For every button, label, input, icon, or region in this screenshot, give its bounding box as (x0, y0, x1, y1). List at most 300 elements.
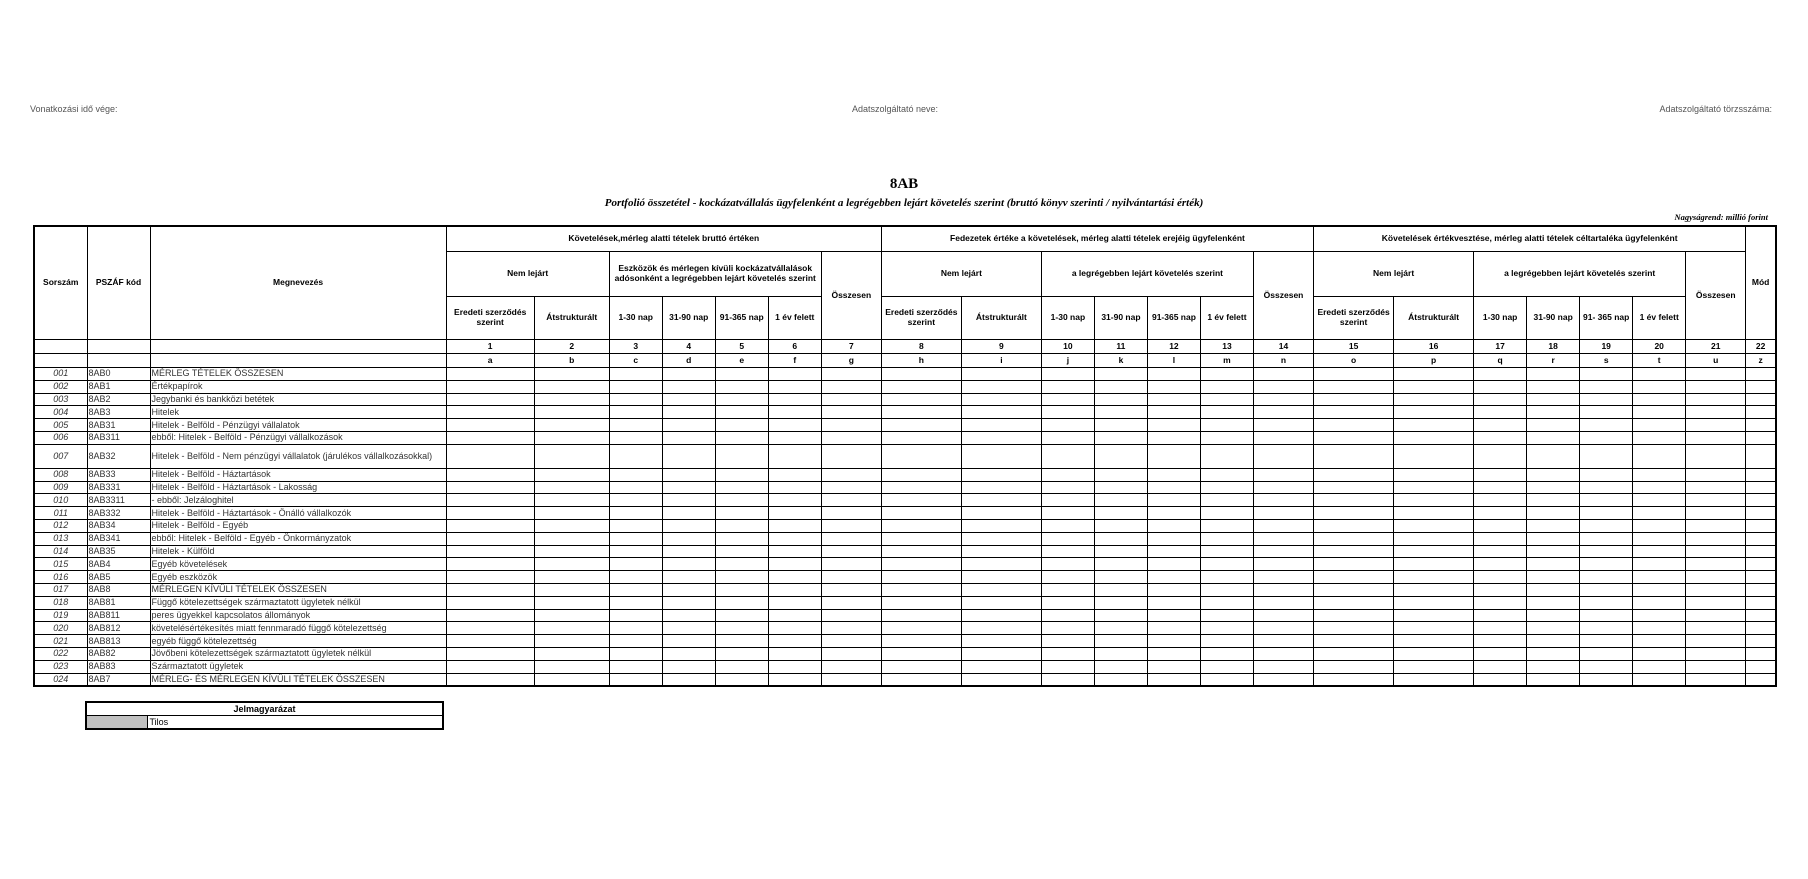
data-cell[interactable] (1314, 647, 1394, 660)
data-cell[interactable] (1314, 596, 1394, 609)
data-cell[interactable] (821, 444, 881, 468)
data-cell[interactable] (534, 507, 609, 520)
data-cell[interactable] (768, 596, 821, 609)
data-cell[interactable] (821, 481, 881, 494)
data-cell[interactable] (1633, 393, 1686, 406)
data-cell[interactable] (1394, 583, 1474, 596)
data-cell[interactable] (1633, 481, 1686, 494)
data-cell[interactable] (821, 647, 881, 660)
data-cell[interactable] (1527, 368, 1580, 381)
data-cell[interactable] (1094, 622, 1147, 635)
data-cell[interactable] (715, 419, 768, 432)
data-cell[interactable] (534, 545, 609, 558)
data-cell[interactable] (1200, 622, 1253, 635)
data-cell[interactable] (1253, 468, 1313, 481)
data-cell[interactable] (961, 519, 1041, 532)
data-cell[interactable] (1200, 431, 1253, 444)
data-cell[interactable] (1633, 673, 1686, 686)
data-cell[interactable] (1394, 380, 1474, 393)
data-cell[interactable] (1041, 647, 1094, 660)
data-cell[interactable] (1094, 481, 1147, 494)
data-cell[interactable] (534, 622, 609, 635)
data-cell[interactable] (446, 393, 534, 406)
data-cell[interactable] (1147, 494, 1200, 507)
data-cell[interactable] (715, 545, 768, 558)
data-cell[interactable] (1094, 380, 1147, 393)
data-cell[interactable] (1474, 532, 1527, 545)
data-cell[interactable] (1474, 468, 1527, 481)
data-cell[interactable] (1094, 596, 1147, 609)
data-cell[interactable] (1580, 635, 1633, 648)
data-cell[interactable] (1527, 431, 1580, 444)
data-cell[interactable] (1094, 368, 1147, 381)
data-cell[interactable] (768, 660, 821, 673)
data-cell[interactable] (715, 596, 768, 609)
data-cell[interactable] (881, 444, 961, 468)
data-cell[interactable] (821, 368, 881, 381)
data-cell[interactable] (1200, 660, 1253, 673)
data-cell[interactable] (446, 673, 534, 686)
data-cell[interactable] (609, 519, 662, 532)
data-cell[interactable] (821, 507, 881, 520)
data-cell[interactable] (609, 609, 662, 622)
data-cell[interactable] (881, 622, 961, 635)
data-cell[interactable] (1633, 519, 1686, 532)
data-cell[interactable] (662, 468, 715, 481)
data-cell[interactable] (1147, 368, 1200, 381)
data-cell[interactable] (768, 635, 821, 648)
data-cell[interactable] (1686, 368, 1746, 381)
data-cell[interactable] (446, 635, 534, 648)
data-cell[interactable] (1580, 368, 1633, 381)
data-cell[interactable] (715, 571, 768, 584)
data-cell[interactable] (1746, 622, 1776, 635)
data-cell[interactable] (715, 481, 768, 494)
data-cell[interactable] (1633, 545, 1686, 558)
data-cell[interactable] (768, 583, 821, 596)
data-cell[interactable] (1094, 571, 1147, 584)
data-cell[interactable] (1253, 481, 1313, 494)
data-cell[interactable] (446, 519, 534, 532)
data-cell[interactable] (715, 647, 768, 660)
data-cell[interactable] (1314, 468, 1394, 481)
data-cell[interactable] (1394, 609, 1474, 622)
data-cell[interactable] (715, 519, 768, 532)
data-cell[interactable] (1633, 660, 1686, 673)
data-cell[interactable] (1580, 468, 1633, 481)
data-cell[interactable] (881, 380, 961, 393)
data-cell[interactable] (1746, 380, 1776, 393)
data-cell[interactable] (1041, 507, 1094, 520)
data-cell[interactable] (1746, 481, 1776, 494)
data-cell[interactable] (1686, 647, 1746, 660)
data-cell[interactable] (1200, 609, 1253, 622)
data-cell[interactable] (1580, 380, 1633, 393)
data-cell[interactable] (715, 583, 768, 596)
data-cell[interactable] (446, 558, 534, 571)
data-cell[interactable] (881, 406, 961, 419)
data-cell[interactable] (1147, 622, 1200, 635)
data-cell[interactable] (1527, 571, 1580, 584)
data-cell[interactable] (1147, 468, 1200, 481)
data-cell[interactable] (1527, 519, 1580, 532)
data-cell[interactable] (1041, 494, 1094, 507)
data-cell[interactable] (961, 368, 1041, 381)
data-cell[interactable] (1314, 545, 1394, 558)
data-cell[interactable] (1094, 660, 1147, 673)
data-cell[interactable] (821, 545, 881, 558)
data-cell[interactable] (609, 444, 662, 468)
data-cell[interactable] (1041, 406, 1094, 419)
data-cell[interactable] (1474, 406, 1527, 419)
data-cell[interactable] (768, 431, 821, 444)
data-cell[interactable] (446, 468, 534, 481)
data-cell[interactable] (715, 635, 768, 648)
data-cell[interactable] (1314, 507, 1394, 520)
data-cell[interactable] (662, 596, 715, 609)
data-cell[interactable] (1253, 393, 1313, 406)
data-cell[interactable] (1041, 532, 1094, 545)
data-cell[interactable] (534, 494, 609, 507)
data-cell[interactable] (1394, 444, 1474, 468)
data-cell[interactable] (609, 481, 662, 494)
data-cell[interactable] (1746, 368, 1776, 381)
data-cell[interactable] (446, 596, 534, 609)
data-cell[interactable] (821, 609, 881, 622)
data-cell[interactable] (1394, 468, 1474, 481)
data-cell[interactable] (662, 380, 715, 393)
data-cell[interactable] (1394, 558, 1474, 571)
data-cell[interactable] (881, 419, 961, 432)
data-cell[interactable] (881, 468, 961, 481)
data-cell[interactable] (961, 558, 1041, 571)
data-cell[interactable] (1527, 647, 1580, 660)
data-cell[interactable] (961, 545, 1041, 558)
data-cell[interactable] (446, 380, 534, 393)
data-cell[interactable] (1746, 494, 1776, 507)
data-cell[interactable] (821, 406, 881, 419)
data-cell[interactable] (1200, 368, 1253, 381)
data-cell[interactable] (1474, 596, 1527, 609)
data-cell[interactable] (1200, 406, 1253, 419)
data-cell[interactable] (1094, 532, 1147, 545)
data-cell[interactable] (1314, 622, 1394, 635)
data-cell[interactable] (768, 494, 821, 507)
data-cell[interactable] (961, 571, 1041, 584)
data-cell[interactable] (1580, 393, 1633, 406)
data-cell[interactable] (881, 596, 961, 609)
data-cell[interactable] (1633, 558, 1686, 571)
data-cell[interactable] (1474, 673, 1527, 686)
data-cell[interactable] (1041, 468, 1094, 481)
data-cell[interactable] (768, 545, 821, 558)
data-cell[interactable] (662, 673, 715, 686)
data-cell[interactable] (609, 468, 662, 481)
data-cell[interactable] (446, 368, 534, 381)
data-cell[interactable] (609, 380, 662, 393)
data-cell[interactable] (1200, 545, 1253, 558)
data-cell[interactable] (881, 519, 961, 532)
data-cell[interactable] (1527, 380, 1580, 393)
data-cell[interactable] (1253, 444, 1313, 468)
data-cell[interactable] (821, 468, 881, 481)
data-cell[interactable] (821, 519, 881, 532)
data-cell[interactable] (1746, 431, 1776, 444)
data-cell[interactable] (1041, 673, 1094, 686)
data-cell[interactable] (768, 558, 821, 571)
data-cell[interactable] (609, 571, 662, 584)
data-cell[interactable] (1200, 596, 1253, 609)
data-cell[interactable] (961, 635, 1041, 648)
data-cell[interactable] (1253, 545, 1313, 558)
data-cell[interactable] (1094, 406, 1147, 419)
data-cell[interactable] (534, 673, 609, 686)
data-cell[interactable] (446, 481, 534, 494)
data-cell[interactable] (961, 419, 1041, 432)
data-cell[interactable] (1253, 558, 1313, 571)
data-cell[interactable] (609, 368, 662, 381)
data-cell[interactable] (662, 545, 715, 558)
data-cell[interactable] (1253, 532, 1313, 545)
data-cell[interactable] (768, 481, 821, 494)
data-cell[interactable] (534, 596, 609, 609)
data-cell[interactable] (446, 647, 534, 660)
data-cell[interactable] (768, 571, 821, 584)
data-cell[interactable] (1633, 609, 1686, 622)
data-cell[interactable] (881, 393, 961, 406)
data-cell[interactable] (1394, 406, 1474, 419)
data-cell[interactable] (881, 558, 961, 571)
data-cell[interactable] (1580, 622, 1633, 635)
data-cell[interactable] (662, 444, 715, 468)
data-cell[interactable] (1094, 673, 1147, 686)
data-cell[interactable] (1527, 545, 1580, 558)
data-cell[interactable] (1686, 519, 1746, 532)
data-cell[interactable] (1633, 647, 1686, 660)
data-cell[interactable] (1474, 647, 1527, 660)
data-cell[interactable] (715, 609, 768, 622)
data-cell[interactable] (881, 647, 961, 660)
data-cell[interactable] (1253, 571, 1313, 584)
data-cell[interactable] (1527, 673, 1580, 686)
data-cell[interactable] (446, 622, 534, 635)
data-cell[interactable] (1633, 380, 1686, 393)
data-cell[interactable] (1200, 468, 1253, 481)
data-cell[interactable] (1314, 558, 1394, 571)
data-cell[interactable] (1200, 571, 1253, 584)
data-cell[interactable] (662, 660, 715, 673)
data-cell[interactable] (1147, 393, 1200, 406)
data-cell[interactable] (609, 494, 662, 507)
data-cell[interactable] (1394, 532, 1474, 545)
data-cell[interactable] (1147, 609, 1200, 622)
data-cell[interactable] (961, 596, 1041, 609)
data-cell[interactable] (1394, 660, 1474, 673)
data-cell[interactable] (1041, 558, 1094, 571)
data-cell[interactable] (1474, 571, 1527, 584)
data-cell[interactable] (1580, 545, 1633, 558)
data-cell[interactable] (1474, 507, 1527, 520)
data-cell[interactable] (1094, 545, 1147, 558)
data-cell[interactable] (961, 532, 1041, 545)
data-cell[interactable] (1527, 419, 1580, 432)
data-cell[interactable] (1746, 673, 1776, 686)
data-cell[interactable] (1474, 494, 1527, 507)
data-cell[interactable] (1253, 673, 1313, 686)
data-cell[interactable] (961, 406, 1041, 419)
data-cell[interactable] (534, 468, 609, 481)
data-cell[interactable] (1041, 431, 1094, 444)
data-cell[interactable] (1394, 596, 1474, 609)
data-cell[interactable] (961, 494, 1041, 507)
data-cell[interactable] (821, 532, 881, 545)
data-cell[interactable] (534, 419, 609, 432)
data-cell[interactable] (1253, 380, 1313, 393)
data-cell[interactable] (1527, 635, 1580, 648)
data-cell[interactable] (1147, 558, 1200, 571)
data-cell[interactable] (768, 406, 821, 419)
data-cell[interactable] (1686, 583, 1746, 596)
data-cell[interactable] (1746, 571, 1776, 584)
data-cell[interactable] (446, 406, 534, 419)
data-cell[interactable] (715, 368, 768, 381)
data-cell[interactable] (1746, 609, 1776, 622)
data-cell[interactable] (609, 545, 662, 558)
data-cell[interactable] (1633, 583, 1686, 596)
data-cell[interactable] (446, 444, 534, 468)
data-cell[interactable] (1474, 583, 1527, 596)
data-cell[interactable] (1746, 558, 1776, 571)
data-cell[interactable] (1147, 406, 1200, 419)
data-cell[interactable] (1394, 481, 1474, 494)
data-cell[interactable] (961, 507, 1041, 520)
data-cell[interactable] (1041, 596, 1094, 609)
data-cell[interactable] (1474, 393, 1527, 406)
data-cell[interactable] (1580, 673, 1633, 686)
data-cell[interactable] (1580, 406, 1633, 419)
data-cell[interactable] (1094, 444, 1147, 468)
data-cell[interactable] (881, 545, 961, 558)
data-cell[interactable] (1314, 393, 1394, 406)
data-cell[interactable] (1633, 368, 1686, 381)
data-cell[interactable] (609, 635, 662, 648)
data-cell[interactable] (1633, 571, 1686, 584)
data-cell[interactable] (1686, 673, 1746, 686)
data-cell[interactable] (1633, 532, 1686, 545)
data-cell[interactable] (534, 406, 609, 419)
data-cell[interactable] (1094, 647, 1147, 660)
data-cell[interactable] (768, 609, 821, 622)
data-cell[interactable] (1147, 507, 1200, 520)
data-cell[interactable] (1314, 380, 1394, 393)
data-cell[interactable] (961, 444, 1041, 468)
data-cell[interactable] (609, 431, 662, 444)
data-cell[interactable] (1200, 494, 1253, 507)
data-cell[interactable] (1200, 635, 1253, 648)
data-cell[interactable] (1094, 494, 1147, 507)
data-cell[interactable] (881, 635, 961, 648)
data-cell[interactable] (1527, 532, 1580, 545)
data-cell[interactable] (662, 507, 715, 520)
data-cell[interactable] (1094, 583, 1147, 596)
data-cell[interactable] (609, 673, 662, 686)
data-cell[interactable] (715, 660, 768, 673)
data-cell[interactable] (1746, 519, 1776, 532)
data-cell[interactable] (1041, 519, 1094, 532)
data-cell[interactable] (662, 481, 715, 494)
data-cell[interactable] (534, 368, 609, 381)
data-cell[interactable] (1041, 380, 1094, 393)
data-cell[interactable] (1200, 647, 1253, 660)
data-cell[interactable] (534, 635, 609, 648)
data-cell[interactable] (1686, 507, 1746, 520)
data-cell[interactable] (961, 647, 1041, 660)
data-cell[interactable] (1580, 431, 1633, 444)
data-cell[interactable] (1686, 622, 1746, 635)
data-cell[interactable] (1686, 571, 1746, 584)
data-cell[interactable] (446, 583, 534, 596)
data-cell[interactable] (1633, 406, 1686, 419)
data-cell[interactable] (1253, 431, 1313, 444)
data-cell[interactable] (961, 431, 1041, 444)
data-cell[interactable] (1580, 419, 1633, 432)
data-cell[interactable] (1686, 468, 1746, 481)
data-cell[interactable] (1746, 406, 1776, 419)
data-cell[interactable] (821, 673, 881, 686)
data-cell[interactable] (1474, 545, 1527, 558)
data-cell[interactable] (609, 583, 662, 596)
data-cell[interactable] (1580, 507, 1633, 520)
data-cell[interactable] (534, 431, 609, 444)
data-cell[interactable] (1686, 419, 1746, 432)
data-cell[interactable] (1200, 673, 1253, 686)
data-cell[interactable] (768, 468, 821, 481)
data-cell[interactable] (1147, 380, 1200, 393)
data-cell[interactable] (1314, 583, 1394, 596)
data-cell[interactable] (961, 380, 1041, 393)
data-cell[interactable] (1474, 519, 1527, 532)
data-cell[interactable] (881, 494, 961, 507)
data-cell[interactable] (662, 494, 715, 507)
data-cell[interactable] (1527, 507, 1580, 520)
data-cell[interactable] (662, 519, 715, 532)
data-cell[interactable] (1527, 494, 1580, 507)
data-cell[interactable] (1746, 635, 1776, 648)
data-cell[interactable] (1041, 368, 1094, 381)
data-cell[interactable] (662, 393, 715, 406)
data-cell[interactable] (1580, 519, 1633, 532)
data-cell[interactable] (715, 622, 768, 635)
data-cell[interactable] (1746, 532, 1776, 545)
data-cell[interactable] (609, 406, 662, 419)
data-cell[interactable] (662, 368, 715, 381)
data-cell[interactable] (1474, 622, 1527, 635)
data-cell[interactable] (1580, 571, 1633, 584)
data-cell[interactable] (1253, 596, 1313, 609)
data-cell[interactable] (662, 406, 715, 419)
data-cell[interactable] (1253, 406, 1313, 419)
data-cell[interactable] (1041, 481, 1094, 494)
data-cell[interactable] (1094, 558, 1147, 571)
data-cell[interactable] (446, 571, 534, 584)
data-cell[interactable] (1633, 596, 1686, 609)
data-cell[interactable] (1527, 558, 1580, 571)
data-cell[interactable] (715, 532, 768, 545)
data-cell[interactable] (821, 660, 881, 673)
data-cell[interactable] (1041, 571, 1094, 584)
data-cell[interactable] (1746, 393, 1776, 406)
data-cell[interactable] (1147, 545, 1200, 558)
